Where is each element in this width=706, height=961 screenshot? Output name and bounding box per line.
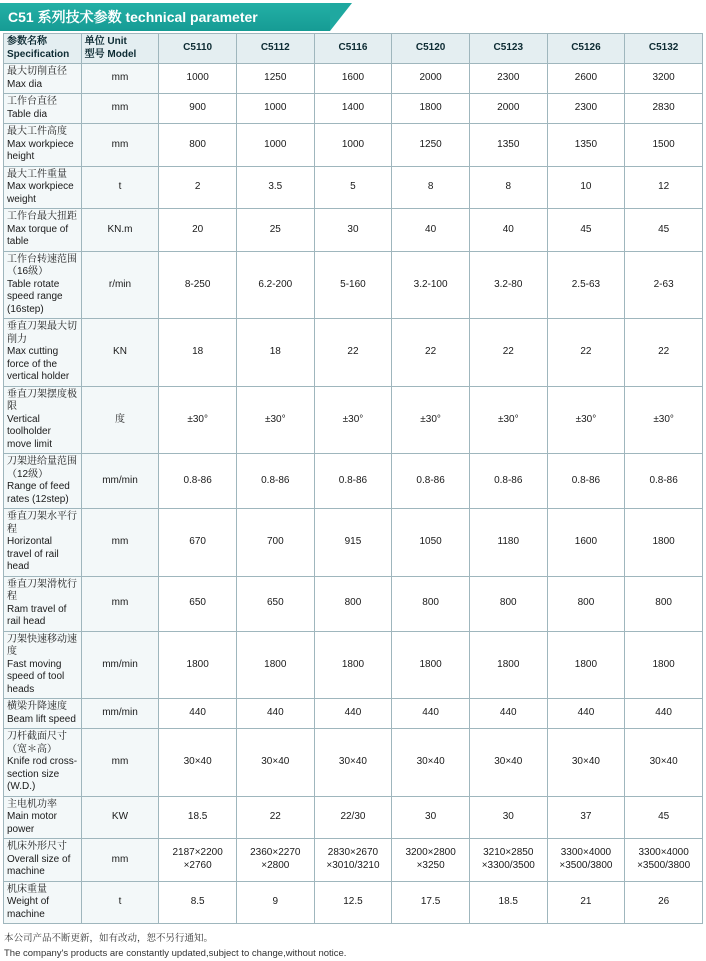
row-value-line: ×2760 xyxy=(183,859,212,871)
row-label-en: Beam lift speed xyxy=(7,713,76,725)
row-value: 1350 xyxy=(547,124,625,167)
row-value: ±30° xyxy=(314,386,392,454)
row-value-line: ×2800 xyxy=(261,859,290,871)
row-value: 30×40 xyxy=(314,729,392,797)
row-label-en: Max workpiece weight xyxy=(7,181,74,205)
table-row xyxy=(4,631,703,699)
row-value: 650 xyxy=(159,576,237,631)
row-value: 440 xyxy=(625,699,703,729)
column-header-unit: 单位 Unit xyxy=(84,36,127,47)
row-label xyxy=(4,386,82,454)
table-row xyxy=(4,576,703,631)
row-label-en: Main motor power xyxy=(7,811,58,835)
row-value: 440 xyxy=(392,699,470,729)
row-value: 25 xyxy=(236,209,314,252)
row-value: 45 xyxy=(625,209,703,252)
row-value: 1800 xyxy=(625,631,703,699)
row-value: ±30° xyxy=(625,386,703,454)
row-label-cn: 刀杆截面尺寸（宽＊高） xyxy=(7,731,67,755)
row-unit: KW xyxy=(81,796,159,839)
row-label-cn: 垂直刀架滑枕行程 xyxy=(7,578,77,602)
row-label-cn: 垂直刀架水平行程 xyxy=(7,511,77,535)
row-value: 9 xyxy=(236,881,314,924)
row-label xyxy=(4,454,82,509)
column-header-spec-cn: 参数名称 xyxy=(7,36,47,47)
row-label-en: Weight of machine xyxy=(7,896,50,920)
column-header-unit-model xyxy=(81,34,159,64)
row-value: 440 xyxy=(314,699,392,729)
row-value: 22 xyxy=(392,319,470,387)
row-value: 800 xyxy=(392,576,470,631)
row-value: 10 xyxy=(547,166,625,209)
row-value: 670 xyxy=(159,509,237,577)
row-value: 1800 xyxy=(392,631,470,699)
row-unit: mm xyxy=(81,509,159,577)
row-label-cn: 垂直刀架摆度极限 xyxy=(7,388,77,412)
row-value-line: ×3010/3210 xyxy=(326,859,380,871)
row-value: 1800 xyxy=(159,631,237,699)
row-label-cn: 工作台直径 xyxy=(7,96,57,107)
row-value: 0.8-86 xyxy=(159,454,237,509)
row-value: ±30° xyxy=(236,386,314,454)
row-unit: mm xyxy=(81,94,159,124)
row-value: 30×40 xyxy=(625,729,703,797)
table-row xyxy=(4,839,703,882)
row-value: 30×40 xyxy=(469,729,547,797)
row-value: 1800 xyxy=(547,631,625,699)
row-value xyxy=(469,839,547,882)
table-header xyxy=(4,34,703,64)
row-value: 3200 xyxy=(625,64,703,94)
row-unit: r/min xyxy=(81,251,159,319)
row-label-en: Max dia xyxy=(7,78,43,90)
row-value xyxy=(314,839,392,882)
row-value: 18.5 xyxy=(159,796,237,839)
row-value: 1500 xyxy=(625,124,703,167)
row-value: 0.8-86 xyxy=(469,454,547,509)
row-value: 915 xyxy=(314,509,392,577)
row-value: ±30° xyxy=(469,386,547,454)
row-label xyxy=(4,64,82,94)
row-value: 5 xyxy=(314,166,392,209)
table-row xyxy=(4,881,703,924)
row-value: 2300 xyxy=(547,94,625,124)
row-value: 2000 xyxy=(392,64,470,94)
row-value-line: ×3500/3800 xyxy=(559,859,613,871)
row-value: 1000 xyxy=(236,94,314,124)
column-header-c5110: C5110 xyxy=(159,34,237,64)
row-label-cn: 刀架快速移动速度 xyxy=(7,633,77,657)
row-label-cn: 工作台转速范围（16级） xyxy=(7,253,77,277)
row-label xyxy=(4,124,82,167)
row-value-line: ×3250 xyxy=(416,859,445,871)
row-value: 0.8-86 xyxy=(547,454,625,509)
row-value: 2000 xyxy=(469,94,547,124)
row-unit: KN.m xyxy=(81,209,159,252)
row-value: 3.2-100 xyxy=(392,251,470,319)
row-label-en: Max torque of table xyxy=(7,223,69,247)
row-value: 22 xyxy=(314,319,392,387)
row-label-cn: 横梁升降速度 xyxy=(7,701,67,712)
row-value: 700 xyxy=(236,509,314,577)
row-label xyxy=(4,839,82,882)
row-value-line: 3300×4000 xyxy=(560,847,612,859)
row-value: 800 xyxy=(314,576,392,631)
row-value: 1600 xyxy=(547,509,625,577)
row-label-cn: 刀架进给量范围（12级） xyxy=(7,456,77,480)
row-unit: KN xyxy=(81,319,159,387)
table-row xyxy=(4,729,703,797)
table-header-row xyxy=(4,34,703,64)
row-label xyxy=(4,319,82,387)
row-value: 2600 xyxy=(547,64,625,94)
table-row xyxy=(4,454,703,509)
row-label-en: Range of feed rates (12step) xyxy=(7,481,70,505)
row-value: 440 xyxy=(159,699,237,729)
row-label xyxy=(4,729,82,797)
row-value: 22 xyxy=(625,319,703,387)
row-label-en: Horizontal travel of rail head xyxy=(7,536,59,572)
row-label xyxy=(4,251,82,319)
row-unit: mm xyxy=(81,729,159,797)
row-value xyxy=(625,839,703,882)
row-unit: mm xyxy=(81,839,159,882)
row-label xyxy=(4,881,82,924)
row-unit: mm xyxy=(81,64,159,94)
row-value-line: 2360×2270 xyxy=(250,847,301,859)
row-value-line: 3210×2850 xyxy=(483,847,534,859)
row-unit: t xyxy=(81,881,159,924)
row-value: 1400 xyxy=(314,94,392,124)
row-label xyxy=(4,509,82,577)
row-value: 440 xyxy=(236,699,314,729)
row-value: 40 xyxy=(392,209,470,252)
row-value: 1800 xyxy=(469,631,547,699)
row-value: 22 xyxy=(236,796,314,839)
row-unit: t xyxy=(81,166,159,209)
row-label-en: Max workpiece height xyxy=(7,138,74,162)
row-value: 440 xyxy=(547,699,625,729)
column-header-specification xyxy=(4,34,82,64)
row-value: 5-160 xyxy=(314,251,392,319)
column-header-c5123: C5123 xyxy=(469,34,547,64)
row-label xyxy=(4,94,82,124)
row-value: 2.5-63 xyxy=(547,251,625,319)
row-unit: mm/min xyxy=(81,454,159,509)
row-value: 2300 xyxy=(469,64,547,94)
row-unit: mm/min xyxy=(81,631,159,699)
row-value: 8.5 xyxy=(159,881,237,924)
row-value: 1000 xyxy=(159,64,237,94)
row-value: 40 xyxy=(469,209,547,252)
row-value: 45 xyxy=(625,796,703,839)
row-label-cn: 垂直刀架最大切削力 xyxy=(7,321,77,345)
row-value: 800 xyxy=(625,576,703,631)
row-value: ±30° xyxy=(547,386,625,454)
row-value: 440 xyxy=(469,699,547,729)
row-value: 0.8-86 xyxy=(236,454,314,509)
technical-parameter-table xyxy=(3,33,703,924)
row-unit: mm xyxy=(81,576,159,631)
row-value: 800 xyxy=(547,576,625,631)
row-value: 650 xyxy=(236,576,314,631)
table-row xyxy=(4,209,703,252)
row-value: 1800 xyxy=(625,509,703,577)
row-value: 1800 xyxy=(314,631,392,699)
row-label xyxy=(4,166,82,209)
row-value: 30 xyxy=(469,796,547,839)
row-label-en: Table rotate speed range (16step) xyxy=(7,278,63,315)
row-label-en: Fast moving speed of tool heads xyxy=(7,658,65,695)
table-row xyxy=(4,94,703,124)
row-value: 30×40 xyxy=(159,729,237,797)
row-label xyxy=(4,576,82,631)
row-unit: 度 xyxy=(81,386,159,454)
row-value: 800 xyxy=(469,576,547,631)
row-value: 22 xyxy=(469,319,547,387)
row-label xyxy=(4,699,82,729)
footer-notes xyxy=(4,932,702,961)
row-label-en: Overall size of machine xyxy=(7,853,71,877)
row-label-cn: 最大切削直径 xyxy=(7,66,67,77)
row-unit: mm/min xyxy=(81,699,159,729)
column-header-c5112: C5112 xyxy=(236,34,314,64)
row-value: 8 xyxy=(392,166,470,209)
row-value: 21 xyxy=(547,881,625,924)
row-value-line: 2187×2200 xyxy=(172,847,223,859)
row-value: 3.2-80 xyxy=(469,251,547,319)
row-label-cn: 主电机功率 xyxy=(7,798,57,810)
column-header-c5116: C5116 xyxy=(314,34,392,64)
column-header-c5132: C5132 xyxy=(625,34,703,64)
note-line-en: The company's products are constantly updated,subject to change,without notice. xyxy=(4,947,347,959)
row-value xyxy=(159,839,237,882)
row-value: 30×40 xyxy=(236,729,314,797)
row-value: 800 xyxy=(159,124,237,167)
row-value: 1250 xyxy=(236,64,314,94)
table-body xyxy=(4,64,703,924)
row-value: 1350 xyxy=(469,124,547,167)
table-row xyxy=(4,64,703,94)
table-row xyxy=(4,509,703,577)
row-value: 1180 xyxy=(469,509,547,577)
row-value xyxy=(236,839,314,882)
spec-sheet-page xyxy=(0,3,706,959)
row-label-cn: 最大工件高度 xyxy=(7,126,67,137)
row-label xyxy=(4,209,82,252)
header-banner xyxy=(0,3,706,31)
table-row xyxy=(4,386,703,454)
column-header-c5120: C5120 xyxy=(392,34,470,64)
row-value: 12 xyxy=(625,166,703,209)
page-title: C51 系列技术参数 technical parameter xyxy=(8,9,258,25)
table-row xyxy=(4,699,703,729)
banner-arrow-shape xyxy=(330,3,352,31)
column-header-c5126: C5126 xyxy=(547,34,625,64)
row-unit: mm xyxy=(81,124,159,167)
row-value: 37 xyxy=(547,796,625,839)
row-value: 8-250 xyxy=(159,251,237,319)
row-value: 1000 xyxy=(314,124,392,167)
row-value: 2830 xyxy=(625,94,703,124)
row-value: 12.5 xyxy=(314,881,392,924)
row-value: 900 xyxy=(159,94,237,124)
row-label-en: Knife rod cross-section size (W.D.) xyxy=(7,756,78,792)
row-value: 1600 xyxy=(314,64,392,94)
row-value-line: 2830×2670 xyxy=(327,847,379,859)
table-row xyxy=(4,166,703,209)
row-label xyxy=(4,631,82,699)
row-value: 30 xyxy=(392,796,470,839)
row-value-line: 3200×2800 xyxy=(405,847,456,859)
row-value xyxy=(547,839,625,882)
row-value: 1050 xyxy=(392,509,470,577)
row-value: 22/30 xyxy=(314,796,392,839)
row-value: 20 xyxy=(159,209,237,252)
row-value xyxy=(392,839,470,882)
row-value: 1250 xyxy=(392,124,470,167)
row-value: 8 xyxy=(469,166,547,209)
row-value: 26 xyxy=(625,881,703,924)
row-label-en: Table dia xyxy=(7,108,48,120)
note-line-cn: 本公司产品不断更新，如有改动，恕不另行通知。 xyxy=(4,933,214,944)
row-value: 30×40 xyxy=(547,729,625,797)
row-value-line: ×3500/3800 xyxy=(637,859,691,871)
row-value: 18 xyxy=(159,319,237,387)
row-label xyxy=(4,796,82,839)
row-label-cn: 机床重量 xyxy=(7,883,47,895)
table-row xyxy=(4,124,703,167)
row-value: 2 xyxy=(159,166,237,209)
table-row xyxy=(4,319,703,387)
column-header-spec-en: Specification xyxy=(7,48,70,60)
row-value: 0.8-86 xyxy=(392,454,470,509)
row-value-line: 3300×4000 xyxy=(638,847,689,859)
row-value: 18 xyxy=(236,319,314,387)
row-label-cn: 工作台最大扭距 xyxy=(7,211,77,222)
table-row xyxy=(4,796,703,839)
row-value: 45 xyxy=(547,209,625,252)
row-label-en: Ram travel of rail head xyxy=(7,603,67,627)
row-value: ±30° xyxy=(392,386,470,454)
row-value: 2-63 xyxy=(625,251,703,319)
row-value: 1800 xyxy=(392,94,470,124)
row-value: 3.5 xyxy=(236,166,314,209)
row-label-en: Vertical toolholder move limit xyxy=(7,413,53,450)
row-value: 1000 xyxy=(236,124,314,167)
row-value: 6.2-200 xyxy=(236,251,314,319)
row-label-cn: 机床外形尺寸 xyxy=(7,841,67,852)
row-value: 1800 xyxy=(236,631,314,699)
row-value: 18.5 xyxy=(469,881,547,924)
row-value: 30×40 xyxy=(392,729,470,797)
row-value: 22 xyxy=(547,319,625,387)
row-label-en: Max cutting force of the vertical holder xyxy=(7,346,70,382)
row-label-cn: 最大工件重量 xyxy=(7,168,67,180)
table-row xyxy=(4,251,703,319)
row-value: 0.8-86 xyxy=(625,454,703,509)
column-header-model: 型号 Model xyxy=(84,48,137,60)
row-value: 30 xyxy=(314,209,392,252)
row-value: 0.8-86 xyxy=(314,454,392,509)
row-value: ±30° xyxy=(159,386,237,454)
row-value: 17.5 xyxy=(392,881,470,924)
row-value-line: ×3300/3500 xyxy=(481,859,535,871)
